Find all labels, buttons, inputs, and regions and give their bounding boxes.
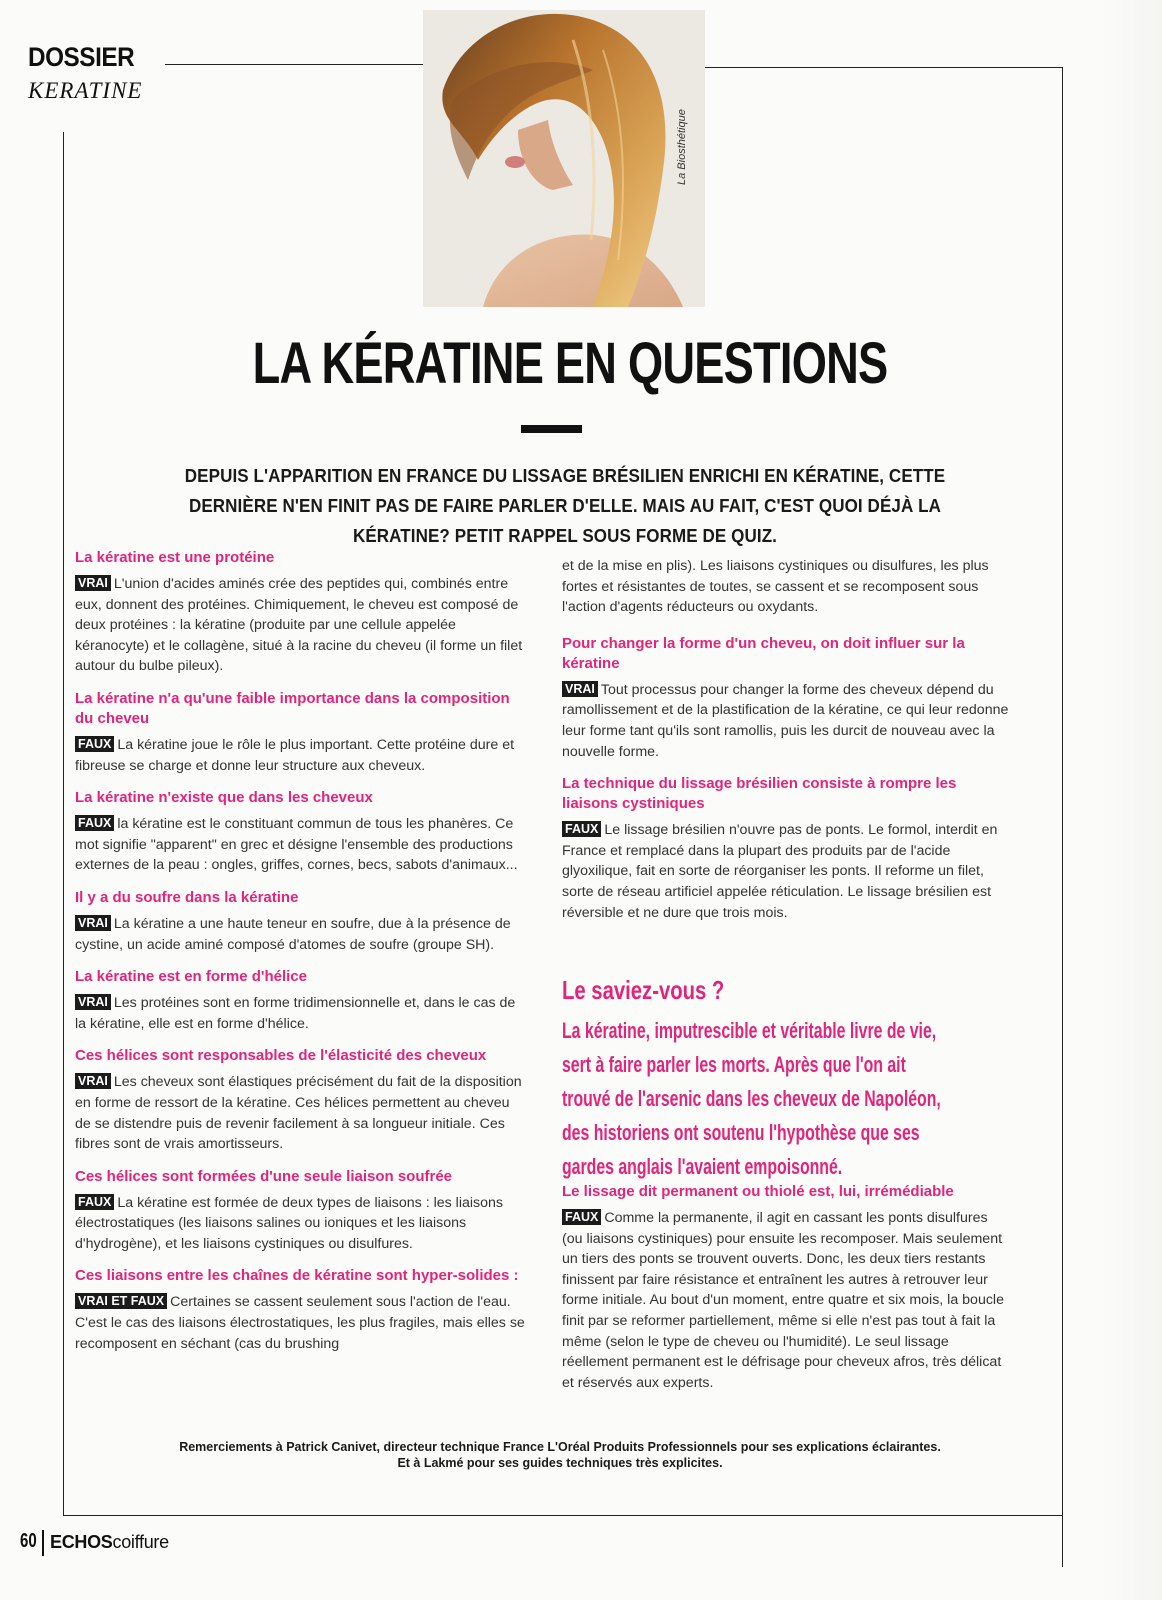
answer-text: la kératine est le constituant commun de tous les phanères. Ce mot signifie "apparent" en grec et désigne l'ensemble des productions externes de la peau : ongles, griffes, cornes, becs, sabots d'animaux... bbox=[75, 816, 518, 874]
title-dash bbox=[521, 425, 582, 433]
quiz-item bbox=[75, 1167, 525, 1255]
quiz-answer bbox=[75, 914, 525, 955]
right-column-lower bbox=[562, 1182, 1012, 1405]
quiz-item bbox=[562, 774, 1012, 923]
answer-tag: FAUX bbox=[75, 815, 114, 831]
top-rule-left bbox=[165, 64, 423, 65]
frame-rule-bottom bbox=[63, 1515, 1063, 1516]
scan-edge-shadow bbox=[1100, 0, 1162, 1600]
top-rule-right bbox=[705, 67, 1063, 68]
folio-divider bbox=[42, 1530, 44, 1556]
quiz-question: Pour changer la forme d'un cheveu, on doit influer sur la kératine bbox=[562, 634, 965, 672]
quiz-answer bbox=[75, 735, 525, 776]
answer-text: La kératine est formée de deux types de liaisons : les liaisons électrostatiques (les liaisons salines ou ioniques et les liaisons d'hydrogène), et les liaisons cystiniques ou disulfures. bbox=[75, 1194, 503, 1252]
left-column bbox=[75, 548, 525, 1366]
right-column bbox=[562, 556, 1012, 935]
article-title: LA KÉRATINE EN QUESTIONS bbox=[252, 331, 888, 396]
answer-tag: VRAI bbox=[75, 915, 111, 931]
quiz-answer bbox=[75, 1292, 525, 1354]
answer-tag: VRAI ET FAUX bbox=[75, 1293, 167, 1309]
magazine-name bbox=[50, 1532, 169, 1553]
acknowledgement-line: Et à Lakmé pour ses guides techniques très explicites. bbox=[397, 1456, 723, 1470]
answer-tag: VRAI bbox=[75, 994, 111, 1010]
frame-rule-right bbox=[1062, 67, 1063, 1567]
continued-text: et de la mise en plis). Les liaisons cystiniques ou disulfures, les plus fortes et résistantes de toutes, se cassent et se recomposent sous l'action d'agents réducteurs ou oxydants. bbox=[562, 558, 989, 616]
quiz-answer bbox=[562, 680, 1012, 762]
quiz-answer bbox=[562, 1208, 1012, 1393]
quiz-answer bbox=[75, 814, 525, 876]
answer-tag: VRAI bbox=[562, 681, 598, 697]
quiz-item bbox=[562, 634, 1012, 762]
quiz-item bbox=[75, 967, 525, 1034]
answer-text: La kératine a une haute teneur en soufre, due à la présence de cystine, un acide aminé composé d'atomes de soufre (groupe SH). bbox=[75, 915, 511, 953]
quiz-question: Ces hélices sont responsables de l'élasticité des cheveux bbox=[75, 1047, 487, 1065]
answer-tag: VRAI bbox=[75, 575, 111, 591]
page-number: 60 bbox=[20, 1530, 37, 1552]
quiz-question: Il y a du soufre dans la kératine bbox=[75, 888, 299, 906]
quiz-answer bbox=[75, 1072, 525, 1154]
acknowledgements bbox=[110, 1439, 1010, 1471]
answer-tag: FAUX bbox=[562, 1209, 601, 1225]
quiz-question: La kératine n'existe que dans les cheveux bbox=[75, 789, 373, 807]
quiz-item bbox=[75, 548, 525, 677]
quiz-item bbox=[75, 1046, 525, 1154]
quiz-item bbox=[75, 689, 525, 776]
sidebar-box-title: Le saviez-vous ? bbox=[562, 975, 725, 1005]
sidebar-box-text: La kératine, imputrescible et véritable livre de vie, sert à faire parler les morts. Après que l'on ait trouvé de l'arsenic dans les cheveux de Napoléon, des historiens ont soutenu l'hypothèse que ses gardes anglais l'avaient empoisonné. bbox=[562, 1018, 941, 1179]
quiz-answer bbox=[75, 1193, 525, 1255]
answer-tag: FAUX bbox=[75, 736, 114, 752]
magazine-name-bold: ECHOS bbox=[50, 1532, 113, 1552]
answer-tag: FAUX bbox=[75, 1194, 114, 1210]
answer-text: Certaines se cassent seulement sous l'action de l'eau. C'est le cas des liaisons électrostatiques, les plus fragiles, mais elles se recomposent en séchant (cas du brushing bbox=[75, 1294, 525, 1352]
magazine-name-rest: coiffure bbox=[112, 1532, 169, 1552]
quiz-question: La kératine est une protéine bbox=[75, 549, 275, 566]
answer-text: Le lissage brésilien n'ouvre pas de ponts. Le formol, interdit en France et remplacé dans la plupart des produits par de l'acide glyoxilique, fait en sorte de réorganiser les ponts. Il reforme un filet, sorte de réseau artificiel appelée réticulation. Le lissage brésilien est réversible et ne dure que trois mois. bbox=[562, 822, 998, 921]
quiz-item bbox=[562, 1182, 1012, 1393]
article-intro: DEPUIS L'APPARITION EN FRANCE DU LISSAGE BRÉSILIEN ENRICHI EN KÉRATINE, CETTE DERNIÈRE N'EN FINIT PAS DE FAIRE PARLER D'ELLE. MAIS AU FAIT, C'EST QUOI DÉJÀ LA KÉRATINE? PETIT RAPPEL SOUS FORME DE QUIZ. bbox=[184, 465, 946, 546]
quiz-question: La kératine est en forme d'hélice bbox=[75, 968, 307, 986]
quiz-question: Ces liaisons entre les chaînes de kératine sont hyper-solides : bbox=[75, 1267, 519, 1285]
photo-credit: La Biosthétique bbox=[676, 109, 688, 185]
section-label: DOSSIER bbox=[28, 42, 135, 72]
acknowledgement-line: Remerciements à Patrick Canivet, directeur technique France L'Oréal Produits Professionnels pour ses explications éclairantes. bbox=[179, 1440, 941, 1454]
subsection-label: KERATINE bbox=[28, 78, 143, 103]
hero-photo bbox=[423, 10, 705, 307]
quiz-question: Ces hélices sont formées d'une seule liaison soufrée bbox=[75, 1167, 453, 1185]
answer-text: Tout processus pour changer la forme des cheveux dépend du ramollissement et de la plastification de la kératine, ce qui leur redonne leur forme tant qu'ils sont ramollis, puis les durcit de nouveau avec la nouvelle forme. bbox=[562, 681, 1009, 760]
answer-text: La kératine joue le rôle le plus important. Cette protéine dure et fibreuse se charge et donne leur structure aux cheveux. bbox=[75, 736, 515, 774]
quiz-question: Le lissage dit permanent ou thiolé est, lui, irrémédiable bbox=[562, 1183, 954, 1200]
answer-text: Les protéines sont en forme tridimensionnelle et, dans le cas de la kératine, elle est en forme d'hélice. bbox=[75, 995, 516, 1032]
quiz-question: La technique du lissage brésilien consiste à rompre les liaisons cystiniques bbox=[562, 775, 957, 813]
quiz-question: La kératine n'a qu'une faible importance dans la composition du cheveu bbox=[75, 689, 510, 727]
quiz-item bbox=[75, 1266, 525, 1354]
quiz-answer bbox=[75, 574, 525, 677]
answer-tag: VRAI bbox=[75, 1073, 111, 1089]
quiz-answer bbox=[75, 993, 525, 1034]
hair-illustration bbox=[423, 10, 705, 307]
answer-tag: FAUX bbox=[562, 821, 601, 837]
answer-text: Comme la permanente, il agit en cassant les ponts disulfures (ou liaisons cystiniques) pour ensuite les recomposer. Mais seulement un tiers des ponts se trouvent ouverts. Donc, les deux tiers restants finissent par faire résistance et entraînent les autres à retrouver leur forme initiale. Au bout d'un moment, entre quatre et six mois, la boucle finit par se reformer partiellement, même si elle n'est pas tout à fait la même (selon le type de cheveu ou l'humidité). Le seul lissage réellement permanent est le défrisage pour cheveux afros, très délicat et réservés aux experts. bbox=[562, 1210, 1004, 1391]
answer-text: L'union d'acides aminés crée des peptides qui, combinés entre eux, donnent des protéines. Chimiquement, le cheveu est composé de deux protéines : la kératine (produite par une cellule appelée kéranocyte) et le collagène, situé à la racine du cheveu (il forme un filet autour du bulbe pileux). bbox=[75, 576, 523, 675]
answer-text: Les cheveux sont élastiques précisément du fait de la disposition en forme de ressort de la kératine. Ces hélices permettent au cheveu de se distendre puis de revenir facilement à sa longueur initiale. Ces fibres sont de vrais amortisseurs. bbox=[75, 1074, 522, 1153]
quiz-item bbox=[75, 788, 525, 876]
quiz-answer bbox=[562, 820, 1012, 923]
frame-rule-left bbox=[63, 132, 64, 1516]
quiz-item bbox=[75, 888, 525, 955]
